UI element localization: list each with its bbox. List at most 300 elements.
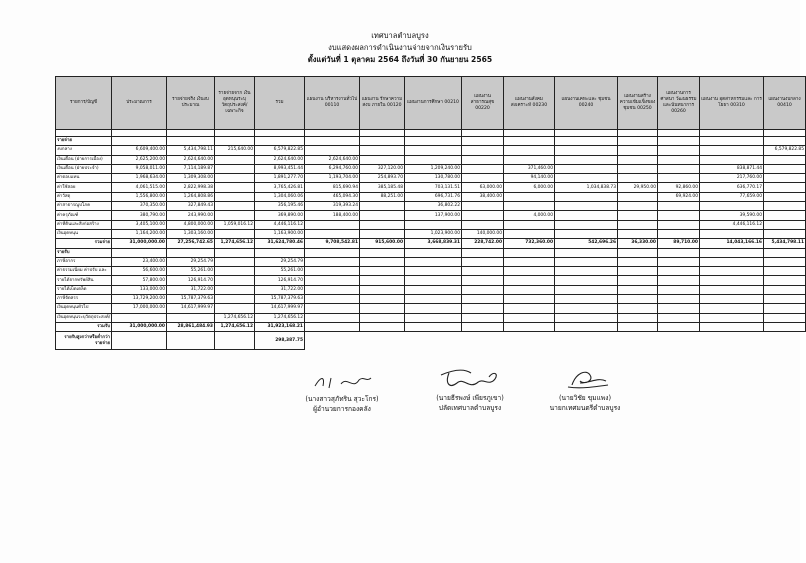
table-cell: 3,668,839.31 xyxy=(405,239,462,248)
table-cell: 126,914.70 xyxy=(255,276,305,285)
table-cell: 133,000.00 xyxy=(112,285,167,294)
table-cell: 4,061,515.00 xyxy=(112,183,167,192)
table-cell xyxy=(618,304,658,313)
table-cell xyxy=(215,202,255,211)
table-cell xyxy=(112,332,167,350)
table-cell xyxy=(462,267,504,276)
table-cell: 6,609,400.00 xyxy=(112,146,167,155)
table-cell xyxy=(112,248,167,257)
table-cell xyxy=(360,257,405,266)
report-title: งบแสดงผลการดำเนินงานจ่ายจากเงินรายรับ xyxy=(328,43,472,52)
table-cell xyxy=(618,137,658,146)
table-cell: 14,617,999.97 xyxy=(255,304,305,313)
row-label: ค่าวัสดุ xyxy=(56,192,112,201)
table-cell: 369,890.00 xyxy=(255,211,305,220)
table-cell: 356,195.46 xyxy=(255,202,305,211)
column-header: แผนงานสังคม สงเคราะห์ 00230 xyxy=(504,77,555,130)
signature-block-mayor xyxy=(520,365,650,413)
table-cell xyxy=(305,276,360,285)
table-cell: 29,254.79 xyxy=(255,257,305,266)
table-cell xyxy=(764,248,806,257)
table-cell xyxy=(555,295,618,304)
table-cell xyxy=(462,304,504,313)
table-cell xyxy=(618,313,658,322)
table-cell xyxy=(360,322,405,331)
row-label: ค่าที่ดินและสิ่งก่อสร้าง xyxy=(56,220,112,229)
signer-name: (นายวิชัย ขุมแพง) xyxy=(558,394,612,402)
table-cell xyxy=(360,130,405,137)
table-cell: 130,780.00 xyxy=(405,174,462,183)
table-cell xyxy=(700,146,764,155)
table-cell xyxy=(305,130,360,137)
table-cell xyxy=(555,130,618,137)
table-cell xyxy=(618,146,658,155)
table-cell xyxy=(215,137,255,146)
table-cell xyxy=(255,130,305,137)
table-cell: 1,274,656.12 xyxy=(215,239,255,248)
table-cell: 732,360.00 xyxy=(504,239,555,248)
table-cell xyxy=(167,137,215,146)
table-cell xyxy=(405,257,462,266)
table-cell xyxy=(618,220,658,229)
table-cell xyxy=(764,211,806,220)
table-cell xyxy=(405,322,462,331)
table-cell xyxy=(360,285,405,294)
column-header: แผนงานงบกลาง 00410 xyxy=(764,77,806,130)
table-cell xyxy=(764,285,806,294)
table-cell xyxy=(658,285,700,294)
table-cell xyxy=(215,295,255,304)
table-cell: 1,163,900.00 xyxy=(255,229,305,238)
table-cell xyxy=(658,130,700,137)
table-cell xyxy=(504,229,555,238)
table-cell: 2,624,640.00 xyxy=(255,155,305,164)
expense-row xyxy=(56,220,806,229)
table-cell xyxy=(700,295,764,304)
table-cell: 28,861,484.93 xyxy=(167,322,215,331)
table-cell xyxy=(658,295,700,304)
table-cell xyxy=(555,202,618,211)
table-cell xyxy=(305,146,360,155)
table-cell xyxy=(764,229,806,238)
table-cell xyxy=(618,285,658,294)
table-cell xyxy=(555,137,618,146)
table-cell xyxy=(658,257,700,266)
table-cell xyxy=(658,322,700,331)
table-cell xyxy=(215,174,255,183)
table-cell: 15,787,379.63 xyxy=(255,295,305,304)
table-cell xyxy=(658,304,700,313)
table-cell: 815,690.94 xyxy=(305,183,360,192)
column-header: แผนงานสร้าง ความเข้มแข็งของ ชุมชน 00250 xyxy=(618,77,658,130)
column-header: รายจ่ายจริง เงินงบประมาณ xyxy=(167,77,215,130)
table-cell: 2,822,998.38 xyxy=(167,183,215,192)
column-header: รายจ่ายจาก เงินอุดหนุนระบุ วัตถุประสงค์/ เฉพาะกิจ xyxy=(215,77,255,130)
table-cell: 465,094.30 xyxy=(305,192,360,201)
table-cell xyxy=(462,220,504,229)
table-cell xyxy=(618,322,658,331)
table-cell xyxy=(360,137,405,146)
income-row xyxy=(56,267,806,276)
table-cell xyxy=(215,211,255,220)
column-header: แผนงาน รักษาความสงบ ภายใน 00120 xyxy=(360,77,405,130)
table-cell xyxy=(658,164,700,173)
signer-name: (นางสาวสุภัทริน สุวะโกร) xyxy=(305,395,379,403)
table-cell: 7,114,189.87 xyxy=(167,164,215,173)
signature-block-municipal-clerk xyxy=(410,365,530,413)
table-cell xyxy=(700,248,764,257)
table-cell xyxy=(764,155,806,164)
table-cell: 636,770.17 xyxy=(700,183,764,192)
table-cell: 1,264,808.86 xyxy=(167,192,215,201)
table-cell xyxy=(360,220,405,229)
table-cell xyxy=(700,202,764,211)
net-result-label: รายรับสูงกว่าหรือต่ำกว่า รายจ่าย xyxy=(56,332,112,350)
income-row xyxy=(56,285,806,294)
table-cell: 29,950.00 xyxy=(618,183,658,192)
table-cell xyxy=(405,285,462,294)
table-cell: 92,860.00 xyxy=(658,183,700,192)
table-cell: 217,760.00 xyxy=(700,174,764,183)
table-cell xyxy=(360,248,405,257)
net-result-value: 298,387.75 xyxy=(255,332,305,350)
table-cell: 137,900.00 xyxy=(405,211,462,220)
table-cell xyxy=(658,248,700,257)
table-cell xyxy=(555,267,618,276)
table-cell: 77,659.00 xyxy=(700,192,764,201)
table-cell xyxy=(167,130,215,137)
table-cell xyxy=(555,174,618,183)
table-cell xyxy=(305,285,360,294)
table-cell xyxy=(700,257,764,266)
table-cell xyxy=(504,322,555,331)
table-cell xyxy=(504,146,555,155)
table-cell: 31,000,000.00 xyxy=(112,322,167,331)
table-cell xyxy=(764,130,806,137)
table-cell xyxy=(618,229,658,238)
table-cell xyxy=(764,220,806,229)
table-cell xyxy=(764,276,806,285)
table-cell xyxy=(618,155,658,164)
table-cell: 1,304,060.06 xyxy=(255,192,305,201)
table-cell xyxy=(167,248,215,257)
table-cell xyxy=(405,220,462,229)
table-cell xyxy=(764,183,806,192)
table-cell xyxy=(112,313,167,322)
table-cell: 39,590.00 xyxy=(700,211,764,220)
table-cell: 31,722.00 xyxy=(167,285,215,294)
table-cell: 29,254.79 xyxy=(167,257,215,266)
table-cell xyxy=(658,174,700,183)
table-cell xyxy=(764,202,806,211)
table-cell xyxy=(658,229,700,238)
table-cell xyxy=(764,322,806,331)
expense-section-row xyxy=(56,137,806,146)
table-cell: 1,274,656.12 xyxy=(255,313,305,322)
table-cell xyxy=(462,211,504,220)
table-header-row xyxy=(56,77,806,130)
table-cell xyxy=(555,164,618,173)
table-cell: 1,556,800.00 xyxy=(112,192,167,201)
table-cell xyxy=(215,248,255,257)
table-cell: 31,000,000.00 xyxy=(112,239,167,248)
table-cell xyxy=(555,322,618,331)
net-result-row xyxy=(56,332,806,350)
signer-name: (นายธีรพงษ์ เพียรภูเขา) xyxy=(436,394,504,402)
table-cell xyxy=(360,276,405,285)
handwritten-signature-1 xyxy=(307,372,377,394)
table-cell: 3,405,100.00 xyxy=(112,220,167,229)
table-cell xyxy=(255,248,305,257)
table-cell xyxy=(462,285,504,294)
table-cell: 371,460.00 xyxy=(504,164,555,173)
income-row xyxy=(56,295,806,304)
table-cell: 188,400.00 xyxy=(305,211,360,220)
row-label: เงินเดือน (ฝ่ายประจำ) xyxy=(56,164,112,173)
table-cell: 4,800,000.00 xyxy=(167,220,215,229)
row-label: งบกลาง xyxy=(56,146,112,155)
table-cell: 5,434,798.11 xyxy=(764,239,806,248)
section-label: รายรับ xyxy=(56,248,112,257)
table-cell xyxy=(658,220,700,229)
table-cell: 36,330.00 xyxy=(618,239,658,248)
table-cell xyxy=(112,130,167,137)
row-label: รวมรับ xyxy=(56,322,112,331)
table-cell xyxy=(658,137,700,146)
table-cell xyxy=(305,267,360,276)
table-cell xyxy=(504,202,555,211)
table-cell xyxy=(700,155,764,164)
table-cell: 327,120.00 xyxy=(360,164,405,173)
table-cell xyxy=(405,295,462,304)
org-name: เทศบาลตำบลบูรง xyxy=(371,31,429,40)
table-cell xyxy=(504,267,555,276)
table-cell xyxy=(555,211,618,220)
table-cell: 228,742.00 xyxy=(462,239,504,248)
table-cell: 1,209,240.00 xyxy=(405,164,462,173)
table-cell: 1,274,656.12 xyxy=(215,313,255,322)
table-cell xyxy=(360,267,405,276)
table-cell xyxy=(215,257,255,266)
table-cell xyxy=(618,211,658,220)
report-period: ตั้งแต่วันที่ 1 ตุลาคม 2564 ถึงวันที่ 30 กันยายน 2565 xyxy=(307,55,493,64)
table-cell xyxy=(215,130,255,137)
table-cell xyxy=(658,276,700,285)
table-cell xyxy=(764,267,806,276)
table-cell: 2,624,640.00 xyxy=(305,155,360,164)
table-cell: 94,140.00 xyxy=(504,174,555,183)
table-cell xyxy=(555,304,618,313)
table-cell xyxy=(618,257,658,266)
table-cell xyxy=(764,137,806,146)
table-cell xyxy=(700,322,764,331)
table-cell: 6,294,760.00 xyxy=(305,164,360,173)
table-cell xyxy=(462,137,504,146)
table-cell: 1,274,656.12 xyxy=(215,322,255,331)
income-row xyxy=(56,257,806,266)
table-cell: 4,446,116.12 xyxy=(700,220,764,229)
table-cell xyxy=(305,220,360,229)
table-cell xyxy=(215,192,255,201)
table-cell: 542,696.26 xyxy=(555,239,618,248)
table-cell xyxy=(700,276,764,285)
table-cell: 385,185.48 xyxy=(360,183,405,192)
table-cell xyxy=(504,220,555,229)
table-cell xyxy=(700,313,764,322)
table-cell xyxy=(618,192,658,201)
table-cell xyxy=(405,267,462,276)
section-label: รายจ่าย xyxy=(56,137,112,146)
table-cell xyxy=(555,192,618,201)
table-cell xyxy=(504,295,555,304)
table-cell: 23,400.00 xyxy=(112,257,167,266)
table-cell xyxy=(305,229,360,238)
table-cell xyxy=(555,285,618,294)
signer-position: นายกเทศมนตรีตำบลบูรง xyxy=(549,404,621,412)
row-label: ค่าใช้สอย xyxy=(56,183,112,192)
table-cell xyxy=(504,257,555,266)
table-cell xyxy=(305,295,360,304)
table-cell: 3,765,426.81 xyxy=(255,183,305,192)
table-cell: 2,625,200.00 xyxy=(112,155,167,164)
row-label: เงินเดือน (ฝ่ายการเมือง) xyxy=(56,155,112,164)
table-cell: 31,624,780.46 xyxy=(255,239,305,248)
table-cell: 5,434,798.11 xyxy=(167,146,215,155)
spacer-row xyxy=(56,130,806,137)
row-label: ค่าธรรมเนียม ค่าปรับ และ xyxy=(56,267,112,276)
expense-row xyxy=(56,192,806,201)
table-cell xyxy=(555,257,618,266)
table-cell xyxy=(462,174,504,183)
table-cell xyxy=(618,276,658,285)
table-cell xyxy=(405,276,462,285)
table-cell: 89,710.00 xyxy=(658,239,700,248)
table-cell xyxy=(462,248,504,257)
table-cell xyxy=(405,130,462,137)
table-cell xyxy=(462,130,504,137)
table-cell xyxy=(504,192,555,201)
table-cell xyxy=(462,155,504,164)
table-cell xyxy=(462,164,504,173)
table-cell: 703,131.51 xyxy=(405,183,462,192)
table-cell: 14,617,999.97 xyxy=(167,304,215,313)
column-header: รวม xyxy=(255,77,305,130)
financial-table xyxy=(55,76,806,350)
table-cell: 140,000.00 xyxy=(462,229,504,238)
table-cell xyxy=(618,248,658,257)
table-cell xyxy=(305,304,360,313)
income-row xyxy=(56,313,806,322)
table-cell: 1,193,704.00 xyxy=(305,174,360,183)
table-cell xyxy=(360,202,405,211)
table-cell: 6,579,822.85 xyxy=(764,146,806,155)
row-label: รายได้เบ็ดเตล็ด xyxy=(56,285,112,294)
table-cell xyxy=(215,267,255,276)
table-cell: 2,624,640.00 xyxy=(167,155,215,164)
table-cell xyxy=(504,285,555,294)
table-cell xyxy=(700,137,764,146)
table-cell: 15,787,379.63 xyxy=(167,295,215,304)
table-cell: 13,729,200.00 xyxy=(112,295,167,304)
table-cell: 55,261.00 xyxy=(167,267,215,276)
table-cell: 88,251.00 xyxy=(360,192,405,201)
table-cell xyxy=(405,304,462,313)
table-cell xyxy=(504,313,555,322)
handwritten-signature-3 xyxy=(550,365,620,393)
table-cell xyxy=(215,304,255,313)
table-cell xyxy=(215,164,255,173)
expense-total-row xyxy=(56,239,806,248)
table-cell: 9,058,011.00 xyxy=(112,164,167,173)
table-cell xyxy=(360,155,405,164)
column-header: แผนงาน บริหารงานทั่วไป 00110 xyxy=(305,77,360,130)
table-cell xyxy=(555,276,618,285)
row-label: เงินอุดหนุนทั่วไป xyxy=(56,304,112,313)
table-cell: 56,600.00 xyxy=(112,267,167,276)
table-cell xyxy=(405,313,462,322)
table-cell xyxy=(305,257,360,266)
table-cell xyxy=(658,211,700,220)
table-cell xyxy=(618,130,658,137)
table-cell: 380,790.00 xyxy=(112,211,167,220)
row-label: ค่าสาธารณูปโภค xyxy=(56,202,112,211)
table-cell xyxy=(700,304,764,313)
table-cell xyxy=(618,202,658,211)
table-cell: 14,043,166.16 xyxy=(700,239,764,248)
table-cell xyxy=(167,313,215,322)
table-cell xyxy=(504,137,555,146)
table-cell xyxy=(658,202,700,211)
table-cell xyxy=(462,202,504,211)
table-cell: 838,871.44 xyxy=(700,164,764,173)
table-cell xyxy=(764,192,806,201)
table-cell xyxy=(405,146,462,155)
table-cell xyxy=(764,295,806,304)
table-cell xyxy=(658,313,700,322)
expense-row xyxy=(56,211,806,220)
column-header: รายการ/บัญชี xyxy=(56,77,112,130)
table-cell xyxy=(764,164,806,173)
row-label: ภาษีอากร xyxy=(56,257,112,266)
table-cell xyxy=(360,211,405,220)
table-cell xyxy=(215,183,255,192)
income-row xyxy=(56,304,806,313)
table-cell xyxy=(405,248,462,257)
table-cell xyxy=(658,267,700,276)
table-cell xyxy=(764,304,806,313)
table-cell xyxy=(764,174,806,183)
table-cell xyxy=(360,295,405,304)
table-cell xyxy=(700,267,764,276)
row-label: ภาษีจัดสรร xyxy=(56,295,112,304)
column-header: แผนงานการ ศาสนา วัฒนธรรม และนันทนาการ 00260 xyxy=(658,77,700,130)
table-cell xyxy=(555,229,618,238)
table-cell: 38,400.00 xyxy=(462,192,504,201)
table-cell: 6,579,822.85 xyxy=(255,146,305,155)
table-cell xyxy=(618,295,658,304)
column-header: ประมาณการ xyxy=(112,77,167,130)
table-cell xyxy=(764,257,806,266)
table-cell xyxy=(555,313,618,322)
signature-block-finance-director xyxy=(272,372,412,414)
table-cell xyxy=(360,304,405,313)
table-cell: 69,924.00 xyxy=(658,192,700,201)
table-cell: 254,893.70 xyxy=(360,174,405,183)
income-section-row xyxy=(56,248,806,257)
table-cell: 31,923,168.21 xyxy=(255,322,305,331)
table-cell xyxy=(700,229,764,238)
income-row xyxy=(56,276,806,285)
